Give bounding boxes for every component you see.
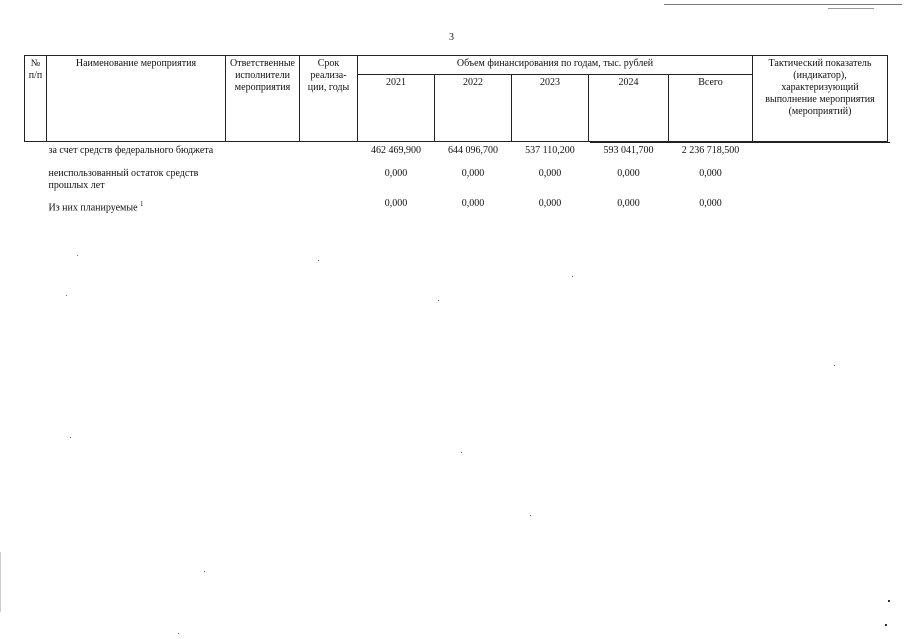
header-funding: Объем финансирования по годам, тыс. рублей bbox=[358, 56, 753, 75]
scan-speck bbox=[572, 276, 573, 277]
value-2022: 0,000 bbox=[461, 168, 485, 179]
row-name bbox=[25, 198, 358, 214]
value-2022: 0,000 bbox=[461, 198, 485, 209]
value-2021: 462 469,900 bbox=[371, 145, 421, 156]
header-number: № п/п bbox=[25, 56, 47, 142]
page-number: 3 bbox=[449, 32, 454, 43]
header-responsible: Ответственные исполнители мероприятия bbox=[226, 56, 300, 142]
scan-speck bbox=[66, 295, 67, 296]
header-event-name: Наименование мероприятия bbox=[47, 56, 226, 142]
scan-speck bbox=[461, 452, 462, 453]
row-name-text: неиспользованный остаток средств прошлых лет bbox=[48, 168, 199, 191]
indicator-cell bbox=[753, 168, 888, 198]
header-bottom-rule bbox=[590, 142, 890, 143]
table-row bbox=[25, 168, 888, 198]
scan-speck bbox=[834, 365, 835, 366]
value-total: 0,000 bbox=[699, 168, 722, 179]
header-period: Срок реализа-ции, годы bbox=[300, 56, 358, 142]
table-row bbox=[25, 142, 888, 169]
scan-speck bbox=[318, 260, 319, 261]
value-total: 0,000 bbox=[699, 198, 722, 209]
row-name-text: Из них планируемые bbox=[48, 202, 138, 214]
value-2021: 0,000 bbox=[384, 198, 408, 209]
scan-speck bbox=[888, 600, 890, 602]
header-year-2023: 2023 bbox=[512, 75, 589, 142]
row-name bbox=[25, 168, 358, 198]
scan-speck bbox=[885, 624, 887, 626]
value-2024: 0,000 bbox=[617, 198, 640, 209]
header-year-2021: 2021 bbox=[358, 75, 435, 142]
indicator-cell bbox=[753, 198, 888, 214]
scan-left-edge bbox=[0, 552, 1, 612]
scan-top-line-short bbox=[828, 8, 874, 9]
value-2023: 0,000 bbox=[538, 168, 562, 179]
scan-speck bbox=[178, 633, 179, 634]
value-2022: 644 096,700 bbox=[448, 145, 498, 156]
scan-top-line bbox=[664, 4, 902, 5]
scan-speck bbox=[438, 300, 439, 301]
header-year-2022: 2022 bbox=[435, 75, 512, 142]
row-name: за счет средств федерального бюджета bbox=[48, 145, 214, 156]
value-2024: 0,000 bbox=[617, 168, 640, 179]
header-indicator: Тактический показатель (индикатор), характеризующий выполнение мероприятия (мероприятий) bbox=[753, 56, 888, 142]
value-2024: 593 041,700 bbox=[603, 145, 654, 156]
funding-table bbox=[24, 55, 888, 214]
table-row bbox=[25, 198, 888, 214]
scan-speck bbox=[77, 255, 78, 256]
value-total: 2 236 718,500 bbox=[681, 145, 740, 156]
header-total: Всего bbox=[669, 75, 753, 142]
scan-speck bbox=[204, 571, 205, 572]
indicator-cell bbox=[753, 142, 888, 169]
value-2021: 0,000 bbox=[384, 168, 408, 179]
scan-speck bbox=[530, 515, 531, 516]
value-2023: 537 110,200 bbox=[525, 145, 575, 156]
value-2023: 0,000 bbox=[538, 198, 562, 209]
scan-speck bbox=[70, 437, 71, 438]
header-year-2024: 2024 bbox=[589, 75, 669, 142]
footnote-mark: 1 bbox=[140, 200, 144, 208]
table-header bbox=[25, 56, 888, 142]
